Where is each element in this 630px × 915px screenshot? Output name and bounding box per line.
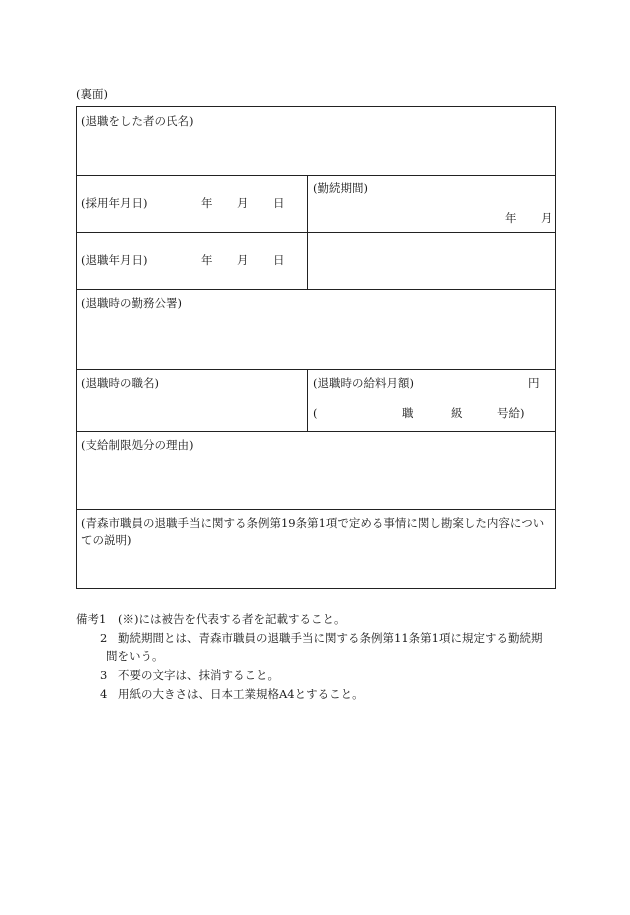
retirement-allowance-form <box>76 106 556 589</box>
salary-yen-unit: 円 <box>528 376 540 390</box>
service-period-label: (勤続期間) <box>313 181 368 195</box>
remark-4-number: 4 <box>100 687 108 701</box>
grade-open-paren: ( <box>313 406 318 420</box>
retirement-date-label: (退職年月日) <box>81 253 148 267</box>
remark-4: 用紙の大きさは、日本工業規格A4とすること。 <box>118 687 364 701</box>
row-divider <box>77 431 555 432</box>
remark-2-line-1: 勤続期間とは、青森市職員の退職手当に関する条例第11条第1項に規定する勤続期 <box>118 631 543 645</box>
office-at-retirement-label: (退職時の勤務公署) <box>81 296 182 310</box>
column-divider <box>307 369 308 431</box>
row-divider <box>77 175 555 176</box>
page-side-caption: (裏面) <box>76 87 108 101</box>
hire-date-day-unit: 日 <box>273 196 285 210</box>
remark-2-number: 2 <box>100 631 108 645</box>
remark-2-line-2: 間をいう。 <box>106 649 164 663</box>
grade-class-unit: 級 <box>451 406 463 420</box>
retirement-date-month-unit: 月 <box>237 253 249 267</box>
hire-date-month-unit: 月 <box>237 196 249 210</box>
column-divider <box>307 175 308 289</box>
position-at-retirement-label: (退職時の職名) <box>81 376 159 390</box>
row-divider <box>77 369 555 370</box>
retiree-name-label: (退職をした者の氏名) <box>81 114 194 128</box>
row-divider <box>77 509 555 510</box>
explanation-label: (青森市職員の退職手当に関する条例第19条第1項で定める事情に関し勘案した内容についての説明) <box>81 516 545 547</box>
grade-step-unit: 号給) <box>497 406 525 420</box>
grade-rank-unit: 職 <box>402 406 414 420</box>
retirement-date-year-unit: 年 <box>201 253 213 267</box>
remarks-heading: 備考1 <box>76 612 107 626</box>
hire-date-label: (採用年月日) <box>81 196 148 210</box>
restriction-reason-label: (支給制限処分の理由) <box>81 438 194 452</box>
retirement-date-day-unit: 日 <box>273 253 285 267</box>
row-divider <box>77 289 555 290</box>
monthly-salary-label: (退職時の給料月額) <box>313 376 414 390</box>
remark-3-number: 3 <box>100 668 108 682</box>
remark-1: (※)には被告を代表する者を記載すること。 <box>118 612 346 626</box>
row-divider <box>77 232 555 233</box>
hire-date-year-unit: 年 <box>201 196 213 210</box>
remark-3: 不要の文字は、抹消すること。 <box>118 668 279 682</box>
service-period-month-unit: 月 <box>541 211 553 225</box>
service-period-year-unit: 年 <box>505 211 517 225</box>
